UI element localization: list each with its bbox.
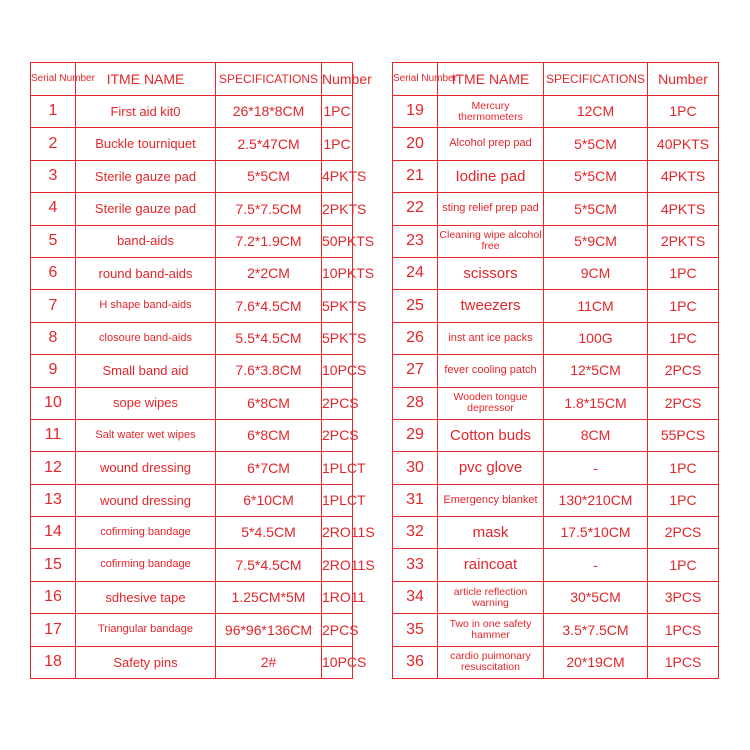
- table-row: [393, 452, 719, 484]
- number-cell: 1PCS: [648, 614, 719, 646]
- table-row: [31, 646, 353, 678]
- specification-cell: 5*5CM: [544, 193, 648, 225]
- item-name-cell: band-aids: [76, 225, 216, 257]
- serial-cell: 22: [393, 193, 438, 225]
- specification-cell: 7.2*1.9CM: [216, 225, 322, 257]
- number-cell: 55PCS: [648, 419, 719, 451]
- table-row: [31, 419, 353, 451]
- specification-cell: 12*5CM: [544, 355, 648, 387]
- table-row: [393, 419, 719, 451]
- number-cell: 1PCS: [648, 646, 719, 678]
- specification-cell: 26*18*8CM: [216, 96, 322, 128]
- number-cell: 10PCS: [322, 646, 353, 678]
- specification-cell: 5.5*4.5CM: [216, 322, 322, 354]
- item-name-cell: tweezers: [438, 290, 544, 322]
- item-name-cell: inst ant ice packs: [438, 322, 544, 354]
- table-row: [31, 193, 353, 225]
- item-name-cell: Wooden tongue depressor: [438, 387, 544, 419]
- table-row: [393, 96, 719, 128]
- table-row: [31, 387, 353, 419]
- table-row: [393, 614, 719, 646]
- specification-cell: 6*10CM: [216, 484, 322, 516]
- number-cell: 1PC: [648, 290, 719, 322]
- item-name-cell: fever cooling patch: [438, 355, 544, 387]
- specification-cell: 6*8CM: [216, 419, 322, 451]
- specification-cell: 9CM: [544, 257, 648, 289]
- table-row: [31, 549, 353, 581]
- specification-cell: 96*96*136CM: [216, 614, 322, 646]
- serial-cell: 27: [393, 355, 438, 387]
- table-row: [393, 484, 719, 516]
- specification-cell: 5*5CM: [544, 160, 648, 192]
- serial-cell: 20: [393, 128, 438, 160]
- specification-cell: -: [544, 452, 648, 484]
- serial-cell: 29: [393, 419, 438, 451]
- header-specifications: SPECIFICATIONS: [544, 63, 648, 96]
- item-name-cell: Triangular bandage: [76, 614, 216, 646]
- specification-cell: 7.5*4.5CM: [216, 549, 322, 581]
- number-cell: 2RO11S: [322, 549, 353, 581]
- table-row: [393, 322, 719, 354]
- table-row: [393, 355, 719, 387]
- specification-cell: 30*5CM: [544, 581, 648, 613]
- table-row: [31, 257, 353, 289]
- serial-cell: 12: [31, 452, 76, 484]
- serial-cell: 34: [393, 581, 438, 613]
- item-name-cell: Buckle tourniquet: [76, 128, 216, 160]
- specification-cell: -: [544, 549, 648, 581]
- number-cell: 1PC: [648, 484, 719, 516]
- item-name-cell: scissors: [438, 257, 544, 289]
- specification-cell: 2.5*47CM: [216, 128, 322, 160]
- specification-cell: 12CM: [544, 96, 648, 128]
- serial-cell: 16: [31, 581, 76, 613]
- header-specifications: SPECIFICATIONS: [216, 63, 322, 96]
- item-name-cell: sope wipes: [76, 387, 216, 419]
- item-name-cell: mask: [438, 517, 544, 549]
- serial-cell: 7: [31, 290, 76, 322]
- number-cell: 2PCS: [648, 387, 719, 419]
- specification-cell: 2*2CM: [216, 257, 322, 289]
- serial-cell: 23: [393, 225, 438, 257]
- specification-cell: 8CM: [544, 419, 648, 451]
- right-table-body: [393, 96, 719, 679]
- specification-cell: 7.6*4.5CM: [216, 290, 322, 322]
- item-name-cell: article reflection warning: [438, 581, 544, 613]
- number-cell: 40PKTS: [648, 128, 719, 160]
- item-name-cell: Small band aid: [76, 355, 216, 387]
- specification-cell: 2#: [216, 646, 322, 678]
- number-cell: 1PLCT: [322, 484, 353, 516]
- serial-cell: 8: [31, 322, 76, 354]
- serial-cell: 30: [393, 452, 438, 484]
- specification-cell: 100G: [544, 322, 648, 354]
- specification-cell: 5*5CM: [544, 128, 648, 160]
- serial-cell: 4: [31, 193, 76, 225]
- number-cell: 1PLCT: [322, 452, 353, 484]
- number-cell: 1PC: [648, 452, 719, 484]
- table-row: [31, 96, 353, 128]
- table-row: [393, 225, 719, 257]
- serial-cell: 13: [31, 484, 76, 516]
- serial-cell: 5: [31, 225, 76, 257]
- table-row: [393, 517, 719, 549]
- number-cell: 50PKTS: [322, 225, 353, 257]
- specification-cell: 130*210CM: [544, 484, 648, 516]
- item-name-cell: wound dressing: [76, 452, 216, 484]
- number-cell: 2PCS: [648, 355, 719, 387]
- specification-cell: 17.5*10CM: [544, 517, 648, 549]
- item-name-cell: cardio puimonary resuscitation: [438, 646, 544, 678]
- serial-cell: 31: [393, 484, 438, 516]
- item-name-cell: Two in one safety hammer: [438, 614, 544, 646]
- table-row: [393, 290, 719, 322]
- table-row: [31, 581, 353, 613]
- table-row: [393, 549, 719, 581]
- serial-cell: 3: [31, 160, 76, 192]
- serial-cell: 17: [31, 614, 76, 646]
- item-name-cell: pvc glove: [438, 452, 544, 484]
- right-item-table: [392, 62, 719, 679]
- serial-cell: 19: [393, 96, 438, 128]
- serial-cell: 2: [31, 128, 76, 160]
- specification-cell: 1.8*15CM: [544, 387, 648, 419]
- item-name-cell: Cleaning wipe alcohol free: [438, 225, 544, 257]
- item-name-cell: sdhesive tape: [76, 581, 216, 613]
- number-cell: 3PCS: [648, 581, 719, 613]
- item-name-cell: H shape band-aids: [76, 290, 216, 322]
- header-serial: Serial Number: [393, 63, 438, 96]
- serial-cell: 11: [31, 419, 76, 451]
- serial-cell: 15: [31, 549, 76, 581]
- item-name-cell: First aid kit0: [76, 96, 216, 128]
- table-row: [393, 581, 719, 613]
- item-name-cell: Salt water wet wipes: [76, 419, 216, 451]
- number-cell: 10PKTS: [322, 257, 353, 289]
- specification-cell: 7.6*3.8CM: [216, 355, 322, 387]
- table-row: [393, 257, 719, 289]
- number-cell: 4PKTS: [648, 160, 719, 192]
- table-row: [31, 614, 353, 646]
- serial-cell: 1: [31, 96, 76, 128]
- serial-cell: 14: [31, 517, 76, 549]
- number-cell: 4PKTS: [322, 160, 353, 192]
- item-name-cell: Mercury thermometers: [438, 96, 544, 128]
- serial-cell: 6: [31, 257, 76, 289]
- item-name-cell: sting relief prep pad: [438, 193, 544, 225]
- specification-cell: 20*19CM: [544, 646, 648, 678]
- number-cell: 1PC: [648, 96, 719, 128]
- table-row: [31, 225, 353, 257]
- table-row: [393, 193, 719, 225]
- table-row: [31, 517, 353, 549]
- serial-cell: 33: [393, 549, 438, 581]
- number-cell: 1PC: [648, 549, 719, 581]
- serial-cell: 28: [393, 387, 438, 419]
- specification-cell: 1.25CM*5M: [216, 581, 322, 613]
- header-item-name: ITME NAME: [438, 63, 544, 96]
- number-cell: 2PCS: [322, 387, 353, 419]
- specification-cell: 7.5*7.5CM: [216, 193, 322, 225]
- number-cell: 1PC: [322, 128, 353, 160]
- serial-cell: 26: [393, 322, 438, 354]
- serial-cell: 18: [31, 646, 76, 678]
- specification-cell: 6*8CM: [216, 387, 322, 419]
- number-cell: 2PCS: [322, 419, 353, 451]
- table-row: [31, 322, 353, 354]
- item-name-cell: Cotton buds: [438, 419, 544, 451]
- item-name-cell: Safety pins: [76, 646, 216, 678]
- specification-cell: 3.5*7.5CM: [544, 614, 648, 646]
- table-row: [31, 290, 353, 322]
- serial-cell: 25: [393, 290, 438, 322]
- table-row: [393, 160, 719, 192]
- specification-cell: 6*7CM: [216, 452, 322, 484]
- table-row: [31, 160, 353, 192]
- number-cell: 1RO11: [322, 581, 353, 613]
- item-name-cell: Iodine pad: [438, 160, 544, 192]
- item-name-cell: Sterile gauze pad: [76, 193, 216, 225]
- number-cell: 5PKTS: [322, 290, 353, 322]
- table-row: [393, 387, 719, 419]
- item-name-cell: Alcohol prep pad: [438, 128, 544, 160]
- number-cell: 4PKTS: [648, 193, 719, 225]
- item-name-cell: Sterile gauze pad: [76, 160, 216, 192]
- header-number: Number: [322, 63, 353, 96]
- number-cell: 2PCS: [648, 517, 719, 549]
- serial-cell: 24: [393, 257, 438, 289]
- number-cell: 1PC: [322, 96, 353, 128]
- specification-cell: 5*5CM: [216, 160, 322, 192]
- table-row: [393, 646, 719, 678]
- serial-cell: 10: [31, 387, 76, 419]
- number-cell: 2PKTS: [648, 225, 719, 257]
- serial-cell: 9: [31, 355, 76, 387]
- item-name-cell: raincoat: [438, 549, 544, 581]
- number-cell: 2RO11S: [322, 517, 353, 549]
- item-name-cell: cofirming bandage: [76, 549, 216, 581]
- number-cell: 1PC: [648, 322, 719, 354]
- table-row: [31, 355, 353, 387]
- table-row: [31, 128, 353, 160]
- serial-cell: 32: [393, 517, 438, 549]
- number-cell: 2PCS: [322, 614, 353, 646]
- table-row: [31, 452, 353, 484]
- item-name-cell: wound dressing: [76, 484, 216, 516]
- header-serial: Serial Number: [31, 63, 76, 96]
- header-item-name: ITME NAME: [76, 63, 216, 96]
- specification-cell: 5*4.5CM: [216, 517, 322, 549]
- number-cell: 1PC: [648, 257, 719, 289]
- left-item-table: [30, 62, 375, 679]
- header-row: [31, 63, 353, 96]
- serial-cell: 36: [393, 646, 438, 678]
- table-row: [393, 128, 719, 160]
- number-cell: 2PKTS: [322, 193, 353, 225]
- header-row: [393, 63, 719, 96]
- left-table-body: [31, 96, 375, 679]
- table-row: [31, 484, 353, 516]
- number-cell: 5PKTS: [322, 322, 353, 354]
- item-name-cell: cofirming bandage: [76, 517, 216, 549]
- specification-cell: 5*9CM: [544, 225, 648, 257]
- header-number: Number: [648, 63, 719, 96]
- item-name-cell: Emergency blanket: [438, 484, 544, 516]
- item-name-cell: closoure band-aids: [76, 322, 216, 354]
- serial-cell: 35: [393, 614, 438, 646]
- specification-cell: 11CM: [544, 290, 648, 322]
- serial-cell: 21: [393, 160, 438, 192]
- number-cell: 10PCS: [322, 355, 353, 387]
- item-name-cell: round band-aids: [76, 257, 216, 289]
